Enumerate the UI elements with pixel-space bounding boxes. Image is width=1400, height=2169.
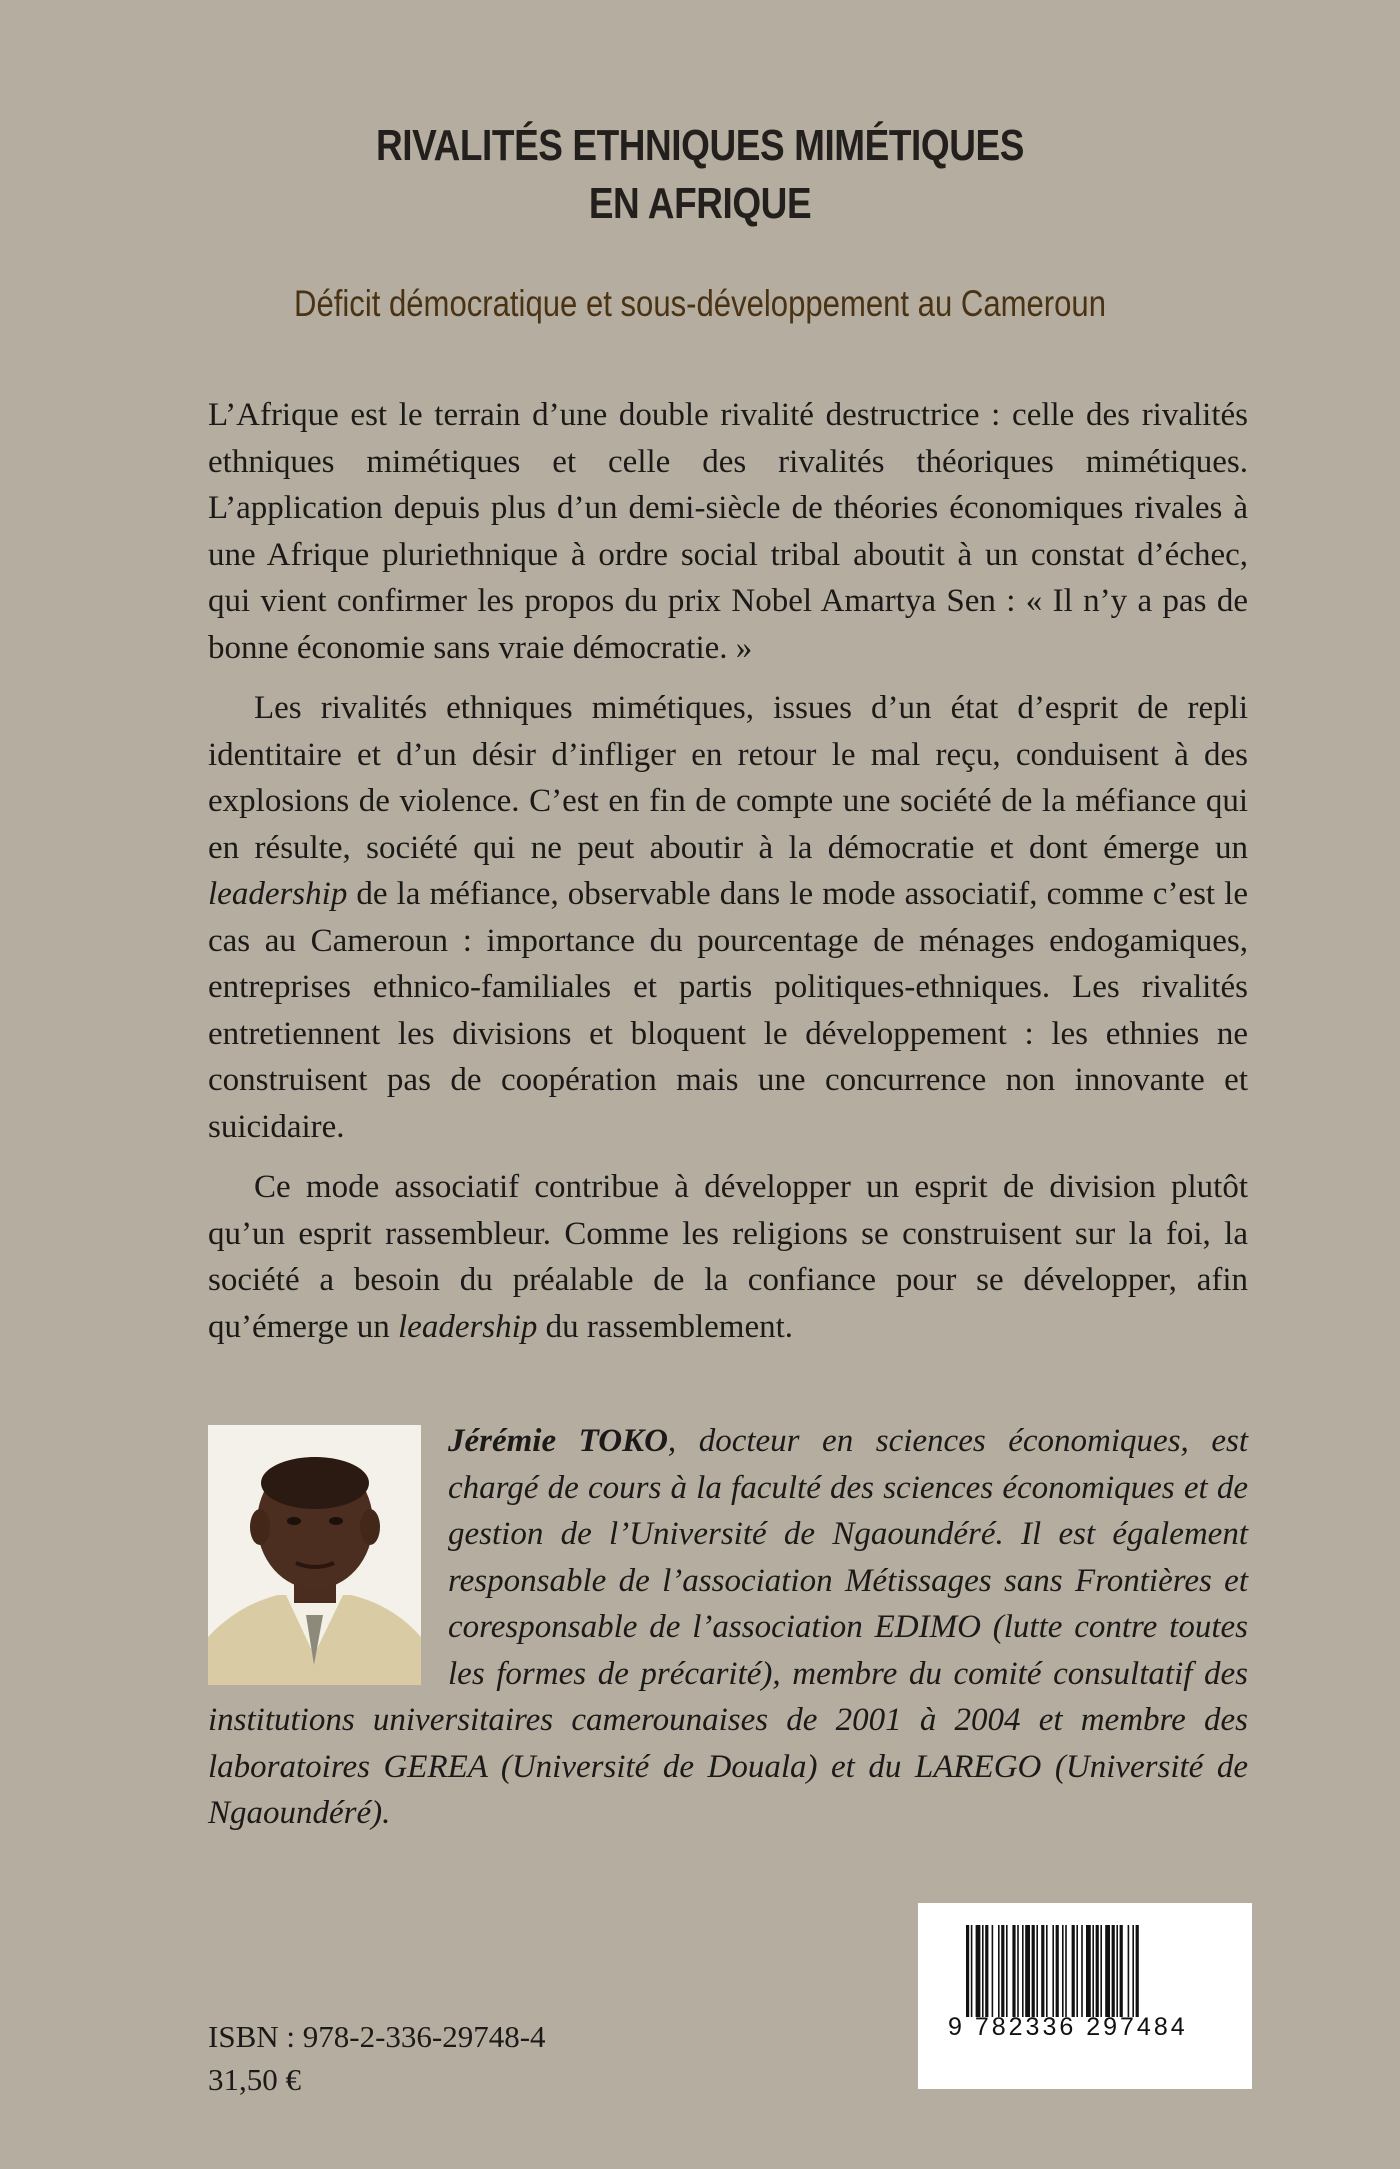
barcode-bar [998,1925,1000,2017]
barcode-bar [1092,1925,1094,2017]
barcode-bar [1100,1925,1102,2017]
blurb-paragraph-1: L’Afrique est le terrain d’une double rivalité destructrice : celle des rivalités ethniques mimétiques et celle des rivalités théoriques mimétiques. L’application depuis plus d’un demi-siècle de théories économiques rivales à une Afrique pluriethnique à ordre social tribal aboutit à un constat d’échec, qui vient confirmer les propos du prix Nobel Amartya Sen : « Il n’y a pas de bonne économie sans vraie démocratie. » [208,397,1248,666]
barcode-bar [1065,1925,1067,2017]
barcode-bar [1022,1925,1024,2017]
barcode-bar [1081,1925,1083,2017]
barcode-bar [971,1925,973,2017]
barcode-bar [1112,1925,1115,2017]
blurb [208,392,1248,1364]
price: 31,50 € [208,2062,301,2097]
barcode-bar [1132,1925,1134,2017]
barcode-bar [1052,1925,1054,2017]
barcode-bar [1062,1925,1064,2017]
blurb-paragraph-2 [208,685,1248,1150]
barcode-bar [966,1925,969,2017]
author-bio-text: , docteur en sciences économiques, est chargé de cours à la faculté des sciences économiques et de gestion de l’Université de Ngaoundéré. Il est également responsable de l’association Métissages sans Frontières et coresponsable de l’association EDIMO (lutte contre toutes les formes de précarité), membre du comité consultatif des institutions universitaires camerounaises de 2001 à 2004 et membre des laboratoires GEREA (Université de Douala) et du LAREGO (Université de Ngaoundéré). [208,1423,1248,1831]
barcode-bar [1032,1925,1035,2017]
barcode-bar [1072,1925,1075,2017]
barcode-bar [1105,1925,1110,2017]
blurb-paragraph-3 [208,1164,1248,1350]
barcode-bar [1086,1925,1091,2017]
barcode-bar [992,1925,994,2017]
blurb-paragraph-2-emphasis: leadership [208,876,348,912]
barcode-bar [976,1925,981,2017]
barcode-bar [1096,1925,1099,2017]
barcode-bar [1041,1925,1044,2017]
barcode-bar [1001,1925,1004,2017]
blurb-paragraph-3-end: du rassemblement. [537,1308,794,1345]
barcode-bar [1012,1925,1015,2017]
barcode-bar [1046,1925,1048,2017]
barcode-bar [1017,1925,1019,2017]
author-name: Jérémie TOKO [448,1423,668,1459]
barcode-digits: 9 782336 297484 [948,2013,1188,2041]
barcode-bar [1006,1925,1008,2017]
isbn: ISBN : 978-2-336-29748-4 [208,2019,546,2054]
barcode-bar [982,1925,984,2017]
barcode-bars [966,1925,1206,2017]
barcode-bar [1076,1925,1078,2017]
barcode-bar [1136,1925,1139,2017]
barcode-bar [985,1925,988,2017]
blurb-paragraph-3-start: Ce mode associatif contribue à développer un esprit de division plutôt qu’un esprit rassembleur. Comme les religions se construisent sur la foi, la société a besoin du préalable de la confiance pour se développer, afin qu’émerge un [208,1169,1248,1345]
barcode-bar [1056,1925,1059,2017]
barcode-bar [1120,1925,1123,2017]
barcode-bar [1036,1925,1038,2017]
blurb-paragraph-2-end: de la méfiance, observable dans le mode associatif, comme c’est le cas au Cameroun : importance du pourcentage de ménages endogamiques, entreprises ethnico-familiales et partis politiques-ethniques. Les rivalités entretiennent les divisions et bloquent le développement : les ethnies ne construisent pas de coopération mais une concurrence non innovante et suicidaire. [208,876,1248,1145]
barcode-bar [1025,1925,1030,2017]
barcode-bar [1116,1925,1118,2017]
barcode [918,1903,1252,2089]
book-title-line-2: EN AFRIQUE [588,179,812,228]
blurb-paragraph-3-emphasis: leadership [398,1308,538,1345]
blurb-paragraph-2-start: Les rivalités ethniques mimétiques, issues d’un état d’esprit de repli identitaire et d’un désir d’infliger en retour le mal reçu, conduisent à des explosions de violence. C’est en fin de compte une société de la méfiance qui en résulte, société qui ne peut aboutir à la démocratie et dont émerge un [208,690,1248,866]
barcode-bar [1128,1925,1130,2017]
book-title-line-1: RIVALITÉS ETHNIQUES MIMÉTIQUES [376,121,1024,170]
author-bio [208,1418,1248,1837]
book-subtitle: Déficit démocratique et sous-développement au Cameroun [294,283,1106,324]
